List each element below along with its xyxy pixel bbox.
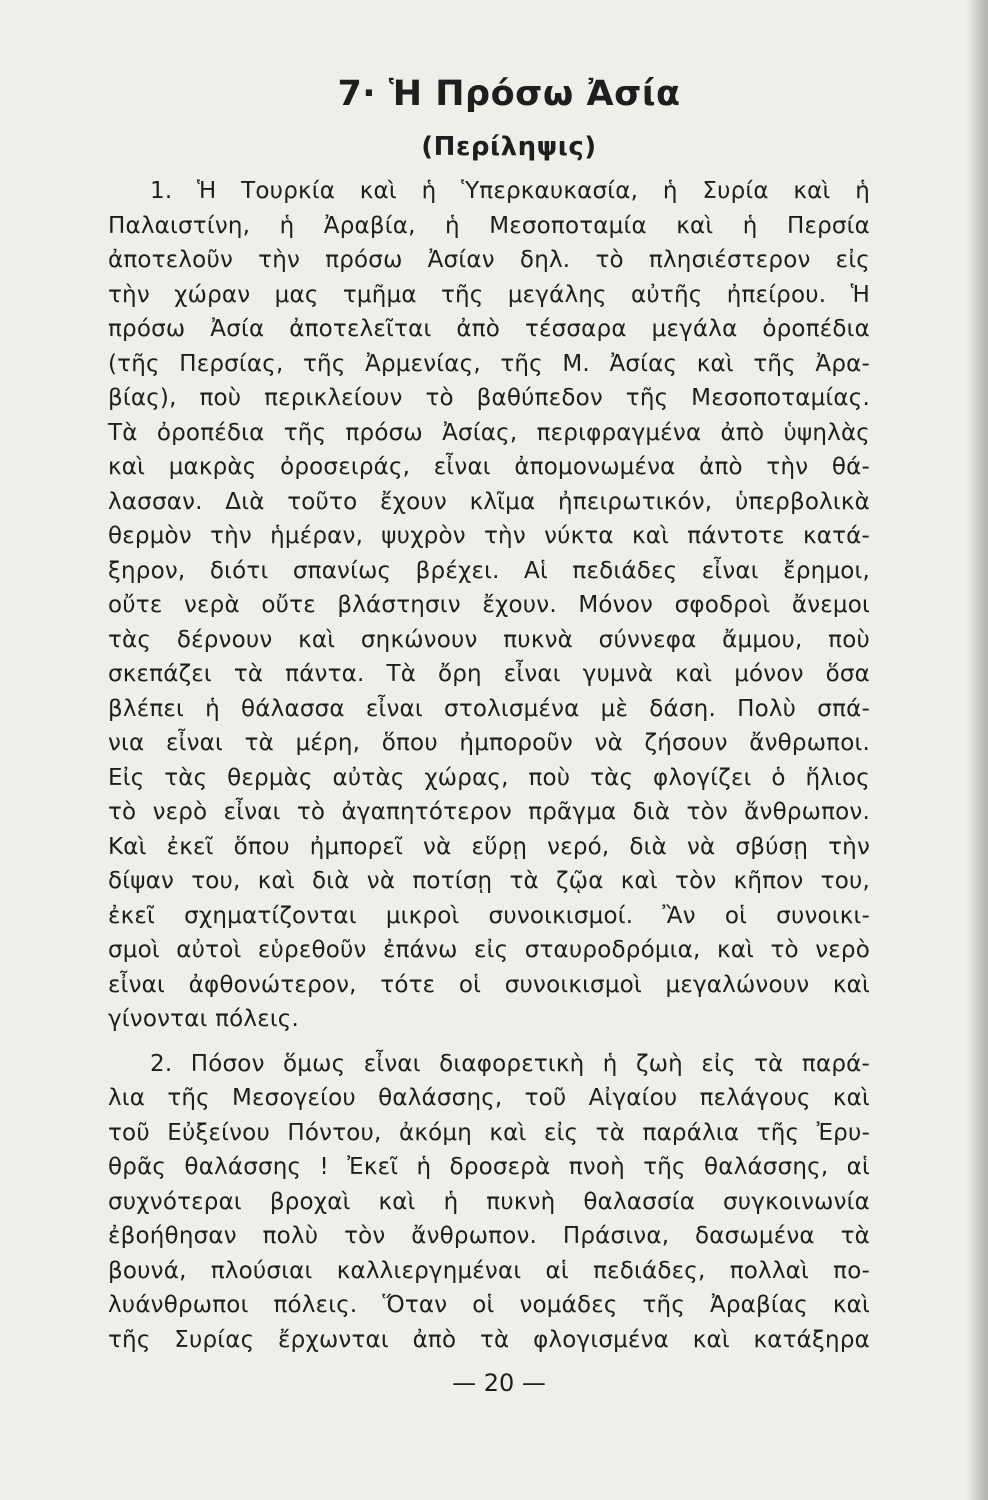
text-line: τῆς Συρίας ἔρχωνται ἀπὸ τὰ φλογισμένα καὶ κατάξηρα [108, 1327, 870, 1353]
text-line: βουνά, πλούσιαι καλλιεργημέναι αἱ πεδιάδες, πολλαὶ πο- [108, 1258, 870, 1284]
text-line: Τὰ ὀροπέδια τῆς πρόσω Ἀσίας, περιφραγμένα ἀπὸ ὑψηλὰς [108, 420, 870, 446]
text-line: βλέπει ἡ θάλασσα εἶναι στολισμένα μὲ δάση. Πολὺ σπά- [108, 696, 870, 722]
text-line: Εἰς τὰς θερμὰς αὐτὰς χώρας, ποὺ τὰς φλογίζει ὁ ἥλιος [108, 765, 870, 791]
text-line: σμοὶ αὐτοὶ εὑρεθοῦν ἐπάνω εἰς σταυροδρόμια, καὶ τὸ νερὸ [108, 937, 870, 963]
text-line: συχνότεραι βροχαὶ καὶ ἡ πυκνὴ θαλασσία συγκοινωνία [108, 1189, 870, 1215]
text-line: Καὶ ἐκεῖ ὅπου ἠμπορεῖ νὰ εὕρῃ νερό, διὰ νὰ σβύσῃ τὴν [108, 834, 870, 860]
text-line: ξηρον, διότι σπανίως βρέχει. Αἱ πεδιάδες εἶναι ἔρημοι, [108, 558, 870, 584]
text-line: οὔτε νερὰ οὔτε βλάστησιν ἔχουν. Μόνον σφοδροὶ ἄνεμοι [108, 592, 870, 618]
text-line: γίνονται πόλεις. [108, 1006, 300, 1032]
text-line: ἐβοήθησαν πολὺ τὸν ἄνθρωπον. Πράσινα, δασωμένα τὰ [108, 1223, 870, 1249]
text-line: λυάνθρωποι πόλεις. Ὅταν οἱ νομάδες τῆς Ἀραβίας καὶ [108, 1292, 870, 1318]
text-line: καὶ μακρὰς ὀροσειράς, εἶναι ἀπομονωμένα ἀπὸ τὴν θά- [108, 454, 870, 480]
text-line: λια τῆς Μεσογείου θαλάσσης, τοῦ Αἰγαίου πελάγους καὶ [108, 1085, 870, 1111]
text-line: νια εἶναι τὰ μέρη, ὅπου ἠμποροῦν νὰ ζήσουν ἄνθρωποι. [108, 730, 870, 756]
text-line: δίψαν του, καὶ διὰ νὰ ποτίσῃ τὰ ζῷα καὶ τὸν κῆπον του, [108, 868, 870, 894]
page-edge-shadow [966, 0, 988, 1500]
page-number: — 20 — [452, 1369, 546, 1397]
text-line: θρᾶς θαλάσσης ! Ἐκεῖ ἡ δροσερὰ πνοὴ τῆς θαλάσσης, αἱ [108, 1154, 870, 1180]
text-line: βίας), ποὺ περικλείουν τὸ βαθύπεδον τῆς Μεσοποταμίας. [108, 385, 870, 411]
text-line: ἐκεῖ σχηματίζονται μικροὶ συνοικισμοί. Ἂν οἱ συνοικι- [108, 903, 870, 929]
text-line: 2. Πόσον ὅμως εἶναι διαφορετικὴ ἡ ζωὴ εἰς τὰ παρά- [150, 1051, 870, 1077]
text-line: λασσαν. Διὰ τοῦτο ἔχουν κλῖμα ἠπειρωτικόν, ὑπερβολικὰ [108, 489, 870, 515]
text-line: εἶναι ἀφθονώτερον, τότε οἱ συνοικισμοὶ μεγαλώνουν καὶ [108, 972, 870, 998]
text-line: τοῦ Εὐξείνου Πόντου, ἀκόμη καὶ εἰς τὰ παράλια τῆς Ἐρυ- [108, 1120, 870, 1146]
text-line: πρόσω Ἀσία ἀποτελεῖται ἀπὸ τέσσαρα μεγάλα ὀροπέδια [108, 316, 870, 342]
text-line: τὸ νερὸ εἶναι τὸ ἀγαπητότερον πρᾶγμα διὰ τὸν ἄνθρωπον. [108, 799, 870, 825]
text-line: θερμὸν τὴν ἡμέραν, ψυχρὸν τὴν νύκτα καὶ πάντοτε κατά- [108, 523, 870, 549]
text-line: (τῆς Περσίας, τῆς Ἀρμενίας, τῆς Μ. Ἀσίας καὶ τῆς Ἀρα- [108, 351, 870, 377]
text-line: ἀποτελοῦν τὴν πρόσω Ἀσίαν δηλ. τὸ πλησιέστερον εἰς [108, 247, 870, 273]
text-line: σκεπάζει τὰ πάντα. Τὰ ὄρη εἶναι γυμνὰ καὶ μόνον ὅσα [108, 661, 870, 687]
chapter-heading: 7· Ἡ Πρόσω Ἀσία [337, 74, 681, 114]
text-line: τὴν χώραν μας τμῆμα τῆς μεγάλης αὐτῆς ἠπείρου. Ἡ [108, 282, 870, 308]
text-line: 1. Ἡ Τουρκία καὶ ἡ Ὑπερκαυκασία, ἡ Συρία καὶ ἡ [150, 178, 870, 204]
text-line: τὰς δέρνουν καὶ σηκώνουν πυκνὰ σύννεφα ἄμμου, ποὺ [108, 627, 870, 653]
chapter-subheading: (Περίληψις) [421, 132, 597, 162]
text-line: Παλαιστίνη, ἡ Ἀραβία, ἡ Μεσοποταμία καὶ ἡ Περσία [108, 213, 870, 239]
